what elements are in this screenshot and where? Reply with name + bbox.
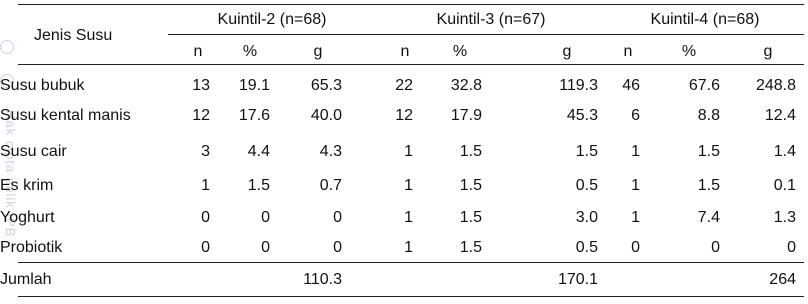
table-cell: 0.5 xyxy=(575,177,598,194)
table-cell: 0 xyxy=(631,239,640,256)
table-cell: 1.5 xyxy=(247,177,270,194)
group-header: Kuintil-4 (n=68) xyxy=(650,11,760,28)
table-cell: 0.1 xyxy=(773,177,796,194)
total-label: Jumlah xyxy=(0,271,52,288)
table-top-rule xyxy=(18,4,804,5)
group-rule-2 xyxy=(376,34,606,35)
subheader-cell: n xyxy=(193,43,203,60)
table-cell: 32.8 xyxy=(450,77,482,94)
total-cell: 110.3 xyxy=(303,271,342,288)
subheader-cell: % xyxy=(452,43,468,60)
subheader-cell: g xyxy=(763,43,773,60)
table-cell: 1 xyxy=(201,177,210,194)
table-cell: 0 xyxy=(711,239,720,256)
table-cell: 0 xyxy=(333,239,342,256)
subheader-cell: n xyxy=(400,43,410,60)
table-cell: 0 xyxy=(261,239,270,256)
row-label: Yoghurt xyxy=(0,209,55,226)
table-cell: 1.5 xyxy=(697,177,720,194)
table-cell: 7.4 xyxy=(697,209,720,226)
table-cell: 1.5 xyxy=(459,239,482,256)
table-cell: 1 xyxy=(404,239,413,256)
subheader-cell: % xyxy=(681,43,697,60)
group-rule-1 xyxy=(168,34,376,35)
subheader-cell: % xyxy=(242,43,258,60)
subheader-cell: n xyxy=(623,43,633,60)
table-cell: 1 xyxy=(631,209,640,226)
table-cell: 4.3 xyxy=(319,143,342,160)
table-cell: 1 xyxy=(631,177,640,194)
table-cell: 1.4 xyxy=(773,143,796,160)
table-cell: 248.8 xyxy=(755,77,796,94)
table-cell: 4.4 xyxy=(247,143,270,160)
table-cell: 0 xyxy=(333,209,342,226)
table-cell: 46 xyxy=(622,77,640,94)
table-cell: 67.6 xyxy=(688,77,720,94)
table-cell: 0.5 xyxy=(575,239,598,256)
table-cell: 1.5 xyxy=(575,143,598,160)
total-cell: 170.1 xyxy=(557,271,598,288)
table-bottom-rule xyxy=(18,296,804,297)
table-cell: 1 xyxy=(404,143,413,160)
table-cell: 17.6 xyxy=(238,107,270,124)
group-header: Kuintil-2 (n=68) xyxy=(217,11,327,28)
header-bottom-rule xyxy=(18,64,804,65)
total-top-rule xyxy=(18,262,804,263)
table-cell: 12 xyxy=(395,107,413,124)
table-cell: 1 xyxy=(631,143,640,160)
table-cell: 65.3 xyxy=(310,77,342,94)
table-cell: 3 xyxy=(201,143,210,160)
table-cell: 3.0 xyxy=(575,209,598,226)
stub-header: Jenis Susu xyxy=(34,27,113,44)
table-cell: 1.3 xyxy=(773,209,796,226)
table-cell: 19.1 xyxy=(238,77,270,94)
table-cell: 119.3 xyxy=(559,77,598,94)
table-cell: 6 xyxy=(631,107,640,124)
table-cell: 17.9 xyxy=(450,107,482,124)
group-header: Kuintil-3 (n=67) xyxy=(436,11,546,28)
table-cell: 8.8 xyxy=(697,107,720,124)
table-cell: 40.0 xyxy=(310,107,342,124)
subheader-cell: g xyxy=(562,43,572,60)
table-cell: 1.5 xyxy=(459,209,482,226)
table-cell: 0 xyxy=(201,239,210,256)
table-cell: 0 xyxy=(201,209,210,226)
table-cell: 0 xyxy=(261,209,270,226)
table-cell: 1 xyxy=(404,177,413,194)
table-cell: 0 xyxy=(787,239,796,256)
total-cell: 264 xyxy=(769,271,796,288)
row-label: Probiotik xyxy=(0,239,63,256)
table-cell: 1.5 xyxy=(697,143,720,160)
row-label: Susu kental manis xyxy=(0,107,131,124)
table-cell: 12 xyxy=(192,107,210,124)
row-label: Susu cair xyxy=(0,143,67,160)
row-label: Es krim xyxy=(0,177,54,194)
table-cell: 0.7 xyxy=(319,177,342,194)
table-cell: 13 xyxy=(192,77,210,94)
table-cell: 1.5 xyxy=(459,143,482,160)
table-cell: 1.5 xyxy=(459,177,482,194)
watermark-text: Hak cipta milik IPB xyxy=(3,110,18,238)
watermark-circle-icon xyxy=(0,40,14,54)
subheader-cell: g xyxy=(313,43,323,60)
table-cell: 12.4 xyxy=(764,107,796,124)
table-cell: 22 xyxy=(395,77,413,94)
group-rule-3 xyxy=(606,34,804,35)
table-cell: 45.3 xyxy=(566,107,598,124)
row-label: Susu bubuk xyxy=(0,77,85,94)
table-cell: 1 xyxy=(404,209,413,226)
